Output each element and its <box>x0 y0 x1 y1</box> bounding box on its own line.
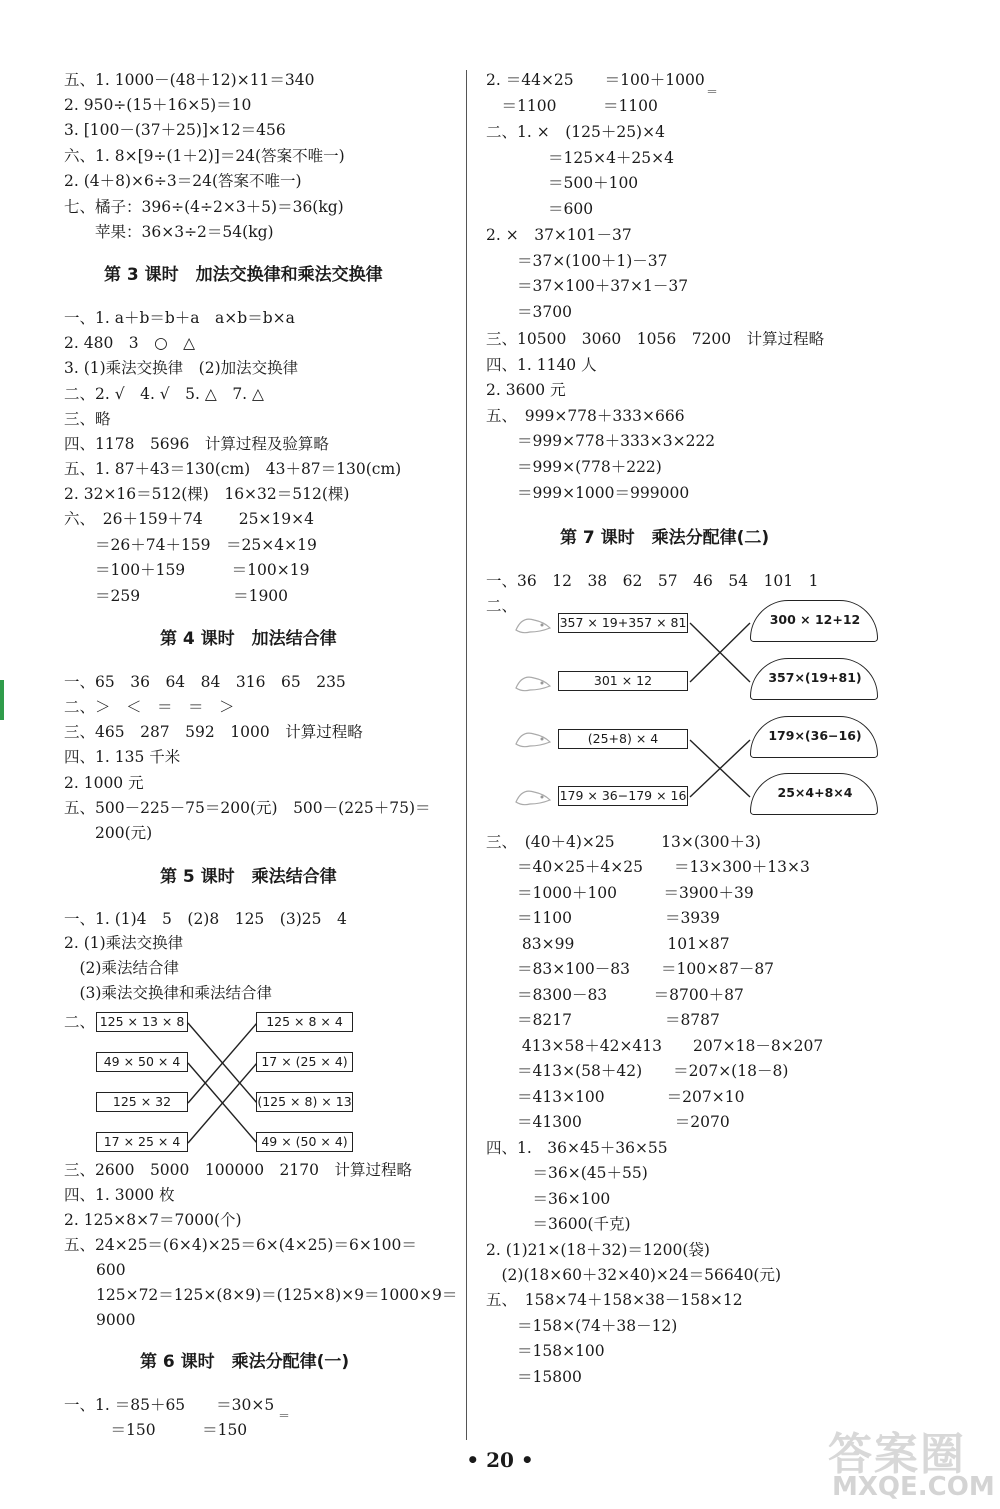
answer-line: ＝36×100 <box>486 1190 611 1208</box>
answer-line: 2. 480 3 ○ △ <box>64 334 196 352</box>
answer-line: 2. 32×16＝512(棵) 16×32＝512(棵) <box>64 485 350 503</box>
answer-line: 413×58＋42×413 207×18－8×207 <box>486 1037 824 1055</box>
answer-line: ＝36×(45＋55) <box>486 1164 648 1182</box>
mushroom-label: 300 × 12+12 <box>769 612 861 627</box>
answer-line: 2. 950÷(15＋16×5)＝10 <box>64 96 252 114</box>
answer-line: ＝100＋159 ＝100×19 <box>64 561 310 579</box>
question-label: 二、 <box>486 597 518 615</box>
answer-line: ＝259 ＝1900 <box>64 587 289 605</box>
stray-mark: ＝ <box>278 1409 291 1423</box>
mushroom-card <box>750 716 880 760</box>
answer-line: 200(元) <box>64 824 153 842</box>
answer-line: 一、1. a＋b＝b＋a a×b＝b×a <box>64 309 295 327</box>
answer-line: ＝999×(778＋222) <box>486 458 662 476</box>
answer-line: ＝37×(100＋1)－37 <box>486 252 668 270</box>
match-box-left: 49 × 50 × 4 <box>96 1052 188 1072</box>
answer-line: ＝413×100 ＝207×10 <box>486 1088 745 1106</box>
answer-line: 一、36 12 38 62 57 46 54 101 1 <box>486 572 819 590</box>
answer-line: 2. 125×8×7＝7000(个) <box>64 1211 242 1229</box>
answer-line: ＝999×778＋333×3×222 <box>486 432 716 450</box>
lesson6-title: 第 6 课时 乘法分配律(一) <box>140 1352 350 1372</box>
watermark-text: 答案圈 <box>828 1429 966 1480</box>
answer-line: ＝999×1000＝999000 <box>486 484 690 502</box>
answer-line: 一、1. ＝85＋65 ＝30×5 <box>64 1396 275 1414</box>
answer-line: 四、1. 3000 枚 <box>64 1186 175 1204</box>
stray-mark: ＝ <box>706 85 719 99</box>
answer-line: 一、1. (1)4 5 (2)8 125 (3)25 4 <box>64 910 347 928</box>
answer-line: (3)乘法交换律和乘法结合律 <box>64 984 272 1002</box>
match-box-left: 125 × 13 × 8 <box>96 1012 188 1032</box>
answer-line: 苹果：36×3÷2＝54(kg) <box>64 223 274 241</box>
answer-line: 125×72＝125×(8×9)＝(125×8)×9＝1000×9＝ <box>96 1286 458 1304</box>
match-box-left: 357 × 19+357 × 81 <box>558 613 688 633</box>
match-box-right: 49 × (50 × 4) <box>256 1132 353 1152</box>
answer-line: 五、 158×74＋158×38－158×12 <box>486 1291 743 1309</box>
answer-line: ＝1100 ＝1100 <box>486 97 658 115</box>
answer-line: 三、465 287 592 1000 计算过程略 <box>64 723 363 741</box>
match-box-left: 125 × 32 <box>96 1092 188 1112</box>
answer-line: ＝158×100 <box>486 1342 605 1360</box>
answer-line: 三、2600 5000 100000 2170 计算过程略 <box>64 1161 413 1179</box>
mushroom-card <box>750 600 880 644</box>
match-box-right: 125 × 8 × 4 <box>256 1012 353 1032</box>
answer-line: 一、65 36 64 84 316 65 235 <box>64 673 346 691</box>
lesson7-title: 第 7 课时 乘法分配律(二) <box>560 528 770 548</box>
answer-line: 2. (1)乘法交换律 <box>64 934 184 952</box>
answer-line: ＝125×4＋25×4 <box>486 149 675 167</box>
answer-line: 四、1. 36×45＋36×55 <box>486 1139 668 1157</box>
match-box-left: 17 × 25 × 4 <box>96 1132 188 1152</box>
answer-line: ＝26＋74＋159 ＝25×4×19 <box>64 536 317 554</box>
answer-line: ＝83×100－83 ＝100×87－87 <box>486 960 775 978</box>
page-number: • 20 • <box>466 1448 534 1472</box>
answer-line: 六、 26＋159＋74 25×19×4 <box>64 510 314 528</box>
answer-line: ＝8217 ＝8787 <box>486 1011 720 1029</box>
mushroom-label: 179×(36−16) <box>768 728 862 743</box>
match-box-left: 179 × 36−179 × 16 <box>558 786 688 806</box>
answer-line: 2. (1)21×(18＋32)＝1200(袋) <box>486 1241 710 1259</box>
mushroom-label: 357×(19+81) <box>768 670 862 685</box>
answer-line: 五、24×25＝(6×4)×25＝6×(4×25)＝6×100＝ <box>64 1236 417 1254</box>
answer-line: 五、1. 87＋43＝130(cm) 43＋87＝130(cm) <box>64 460 402 478</box>
answer-line: 2. × 37×101－37 <box>486 226 632 244</box>
answer-line: 三、 (40＋4)×25 13×(300＋3) <box>486 833 761 851</box>
mushroom-card <box>750 658 880 702</box>
answer-line: 2. (4＋8)×6÷3＝24(答案不唯一) <box>64 172 302 190</box>
watermark-logo <box>818 1418 998 1506</box>
answer-line: 五、 999×778＋333×666 <box>486 407 685 425</box>
answer-line: ＝1000＋100 ＝3900＋39 <box>486 884 754 902</box>
lesson3-title: 第 3 课时 加法交换律和乘法交换律 <box>104 265 383 285</box>
answer-line: 三、10500 3060 1056 7200 计算过程略 <box>486 330 825 348</box>
answer-line: 六、1. 8×[9÷(1＋2)]＝24(答案不唯一) <box>64 147 345 165</box>
answer-line: 9000 <box>96 1311 136 1329</box>
column-divider <box>466 70 467 1440</box>
answer-line: ＝37×100＋37×1－37 <box>486 277 689 295</box>
answer-line: ＝3600(千克) <box>486 1215 631 1233</box>
answer-line: (2)乘法结合律 <box>64 959 179 977</box>
answer-line: ＝413×(58＋42) ＝207×(18－8) <box>486 1062 789 1080</box>
answer-line: ＝8300－83 ＝8700＋87 <box>486 986 744 1004</box>
answer-line: 600 <box>96 1261 126 1279</box>
match-box-right: (125 × 8) × 13 <box>256 1092 353 1112</box>
answer-line: 四、1. 135 千米 <box>64 748 181 766</box>
answer-line: ＝500＋100 <box>486 174 639 192</box>
watermark-url: MXQE.COM <box>832 1472 995 1502</box>
answer-line: 2. 3600 元 <box>486 381 566 399</box>
answer-line: 83×99 101×87 <box>486 935 730 953</box>
mushroom-label: 25×4+8×4 <box>777 785 853 800</box>
answer-line: 二、1. × (125＋25)×4 <box>486 123 665 141</box>
answer-line: ＝158×(74＋38－12) <box>486 1317 678 1335</box>
lesson5-title: 第 5 课时 乘法结合律 <box>160 867 337 887</box>
answer-line: 2. ＝44×25 ＝100＋1000 <box>486 71 705 89</box>
match-box-right: 17 × (25 × 4) <box>256 1052 353 1072</box>
answer-line: 四、1. 1140 人 <box>486 356 597 374</box>
answer-line: (2)(18×60＋32×40)×24＝56640(元) <box>486 1266 782 1284</box>
question-label: 二、 <box>64 1013 96 1031</box>
answer-line: 3. (1)乘法交换律 (2)加法交换律 <box>64 359 299 377</box>
answer-line: 3. [100－(37＋25)]×12＝456 <box>64 121 286 139</box>
match-box-left: (25+8) × 4 <box>558 729 688 749</box>
lesson4-title: 第 4 课时 加法结合律 <box>160 629 337 649</box>
answer-line: 二、2. √ 4. √ 5. △ 7. △ <box>64 385 264 403</box>
answer-line: ＝600 <box>486 200 594 218</box>
answer-line: ＝41300 ＝2070 <box>486 1113 730 1131</box>
answer-line: ＝3700 <box>486 303 572 321</box>
answer-line: ＝40×25＋4×25 ＝13×300＋13×3 <box>486 858 810 876</box>
answer-line: 2. 1000 元 <box>64 774 144 792</box>
answer-line: 五、1. 1000－(48＋12)×11＝340 <box>64 71 315 89</box>
answer-line: 三、略 <box>64 410 111 428</box>
match-box-left: 301 × 12 <box>558 671 688 691</box>
answer-line: ＝15800 <box>486 1368 582 1386</box>
answer-line: 四、1178 5696 计算过程及验算略 <box>64 435 329 453</box>
answer-line: ＝150 ＝150 <box>64 1421 248 1439</box>
answer-line: 五、500－225－75＝200(元) 500－(225＋75)＝ <box>64 799 431 817</box>
answer-line: ＝1100 ＝3939 <box>486 909 720 927</box>
matching-lines <box>0 0 465 1509</box>
answer-line: 二、＞ ＜ ＝ ＝ ＞ <box>64 698 235 716</box>
answer-line: 七、橘子：396÷(4÷2×3＋5)＝36(kg) <box>64 198 344 216</box>
mushroom-card <box>750 773 880 817</box>
